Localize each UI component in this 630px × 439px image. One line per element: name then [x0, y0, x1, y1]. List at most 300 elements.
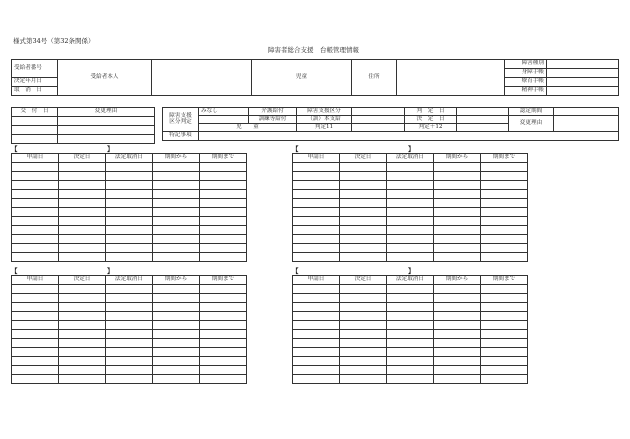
history-cell [12, 339, 59, 348]
history-cell [340, 163, 387, 172]
table-row [293, 235, 528, 244]
history-column-header: 期間から [434, 276, 481, 285]
history-cell [387, 303, 434, 312]
history-cell [12, 375, 59, 384]
history-cell [12, 217, 59, 226]
rehab-handbook-cell [547, 78, 619, 87]
history-column-header: 申請日 [12, 276, 59, 285]
history-cell [153, 235, 200, 244]
history-cell [59, 285, 106, 294]
history-cell [387, 321, 434, 330]
history-cell [59, 235, 106, 244]
issue-table [11, 107, 155, 144]
child-row-label: 児 童 [199, 124, 297, 132]
history-cell [434, 217, 481, 226]
table-row [293, 294, 528, 303]
history-cell [153, 208, 200, 217]
history-cell [293, 190, 340, 199]
history-cell [106, 226, 153, 235]
decision-date-label: 決定年月日 [12, 78, 58, 87]
history-cell [293, 253, 340, 262]
history-column-header: 期間から [153, 276, 200, 285]
table-row [12, 366, 247, 375]
history-cell [59, 217, 106, 226]
history-cell [387, 285, 434, 294]
table-row [293, 366, 528, 375]
history-cell [59, 357, 106, 366]
table-row [293, 217, 528, 226]
history-cell [12, 244, 59, 253]
history-cell [59, 312, 106, 321]
history-cell [106, 294, 153, 303]
history-cell [340, 357, 387, 366]
history-cell [200, 303, 247, 312]
table-row [12, 226, 247, 235]
history-cell [106, 208, 153, 217]
history-cell [434, 285, 481, 294]
issue-date-label: 交 付 日 [12, 108, 58, 117]
history-cell [293, 366, 340, 375]
history-cell [340, 244, 387, 253]
history-cell [12, 235, 59, 244]
history-cell [153, 357, 200, 366]
history-column-header: 法定取消日 [106, 276, 153, 285]
table-row [12, 181, 247, 190]
history-cell [106, 172, 153, 181]
table-row [12, 312, 247, 321]
history-cell [434, 172, 481, 181]
history-cell [387, 294, 434, 303]
training-benefit-label: 訓練等給付 [249, 116, 297, 124]
history-cell [387, 339, 434, 348]
handicap-type-label: 障害種別 [505, 60, 547, 69]
history-column-header: 期間まで [481, 276, 528, 285]
bracket-open: 【 [11, 145, 18, 153]
history-cell [434, 339, 481, 348]
history-cell [59, 199, 106, 208]
child-label: 児童 [252, 60, 352, 96]
history-column-header: 申請日 [12, 154, 59, 163]
table-row [12, 339, 247, 348]
history-cell [12, 199, 59, 208]
history-cell [106, 348, 153, 357]
special-notes-label: 特記事項 [163, 132, 199, 141]
cancel-date-label: 取 消 日 [12, 87, 58, 96]
history-cell [340, 348, 387, 357]
history-cell [293, 208, 340, 217]
history-cell [59, 172, 106, 181]
table-row [293, 226, 528, 235]
history-cell [200, 226, 247, 235]
table-row [293, 199, 528, 208]
history-cell [340, 226, 387, 235]
history-cell [340, 172, 387, 181]
history-cell [200, 244, 247, 253]
history-cell [387, 253, 434, 262]
history-cell [434, 366, 481, 375]
history-cell [59, 163, 106, 172]
history-cell [200, 366, 247, 375]
history-cell [293, 235, 340, 244]
history-cell [340, 190, 387, 199]
history-cell [59, 226, 106, 235]
history-cell [59, 181, 106, 190]
history-cell [153, 321, 200, 330]
history-cell [387, 366, 434, 375]
history-cell [340, 294, 387, 303]
history-column-header: 申請日 [293, 154, 340, 163]
history-cell [106, 253, 153, 262]
history-cell [340, 235, 387, 244]
history-cell [340, 181, 387, 190]
history-column-header: 決定日 [59, 276, 106, 285]
history-cell [106, 285, 153, 294]
history-cell [153, 312, 200, 321]
history-cell [59, 208, 106, 217]
history-cell [293, 244, 340, 253]
history-cell [340, 330, 387, 339]
history-cell [106, 366, 153, 375]
history-cell [387, 330, 434, 339]
history-cell [12, 208, 59, 217]
history-cell [481, 244, 528, 253]
table-row [12, 235, 247, 244]
rehab-handbook-label: 療育手帳 [505, 78, 547, 87]
history-cell [153, 348, 200, 357]
history-column-header: 期間まで [200, 276, 247, 285]
history-cell [340, 217, 387, 226]
history-cell [434, 312, 481, 321]
history-cell [200, 235, 247, 244]
history-cell [340, 208, 387, 217]
history-cell [293, 217, 340, 226]
history-cell [340, 312, 387, 321]
history-cell [12, 366, 59, 375]
history-column-header: 申請日 [293, 276, 340, 285]
history-cell [293, 294, 340, 303]
history-cell [153, 244, 200, 253]
history-cell [12, 172, 59, 181]
history-cell [434, 208, 481, 217]
judge-date-label: 判 定 日 [405, 108, 457, 116]
history-cell [12, 294, 59, 303]
history-cell [293, 285, 340, 294]
history-table [292, 153, 528, 262]
table-row [12, 285, 247, 294]
table-row [12, 190, 247, 199]
history-cell [434, 244, 481, 253]
table-row [12, 348, 247, 357]
history-cell [434, 375, 481, 384]
history-cell [293, 357, 340, 366]
history-cell [387, 172, 434, 181]
history-cell [387, 375, 434, 384]
history-cell [481, 357, 528, 366]
table-row [293, 375, 528, 384]
history-cell [153, 375, 200, 384]
table-row [12, 208, 247, 217]
table-row [293, 208, 528, 217]
history-cell [106, 321, 153, 330]
history-table [11, 153, 247, 262]
history-cell [387, 348, 434, 357]
history-cell [200, 339, 247, 348]
this-payment-label: （訓）本支給 [297, 116, 352, 124]
history-cell [200, 172, 247, 181]
history-cell [387, 357, 434, 366]
page-title: 障害者総合支援 台帳管理情報 [268, 46, 359, 54]
history-cell [59, 348, 106, 357]
history-cell [106, 199, 153, 208]
cert-period-label: 認定期間 [509, 108, 554, 116]
table-row [293, 172, 528, 181]
history-cell [59, 294, 106, 303]
history-cell [293, 330, 340, 339]
recipient-info-table [11, 59, 619, 96]
history-cell [153, 294, 200, 303]
table-row [293, 163, 528, 172]
history-cell [12, 303, 59, 312]
history-cell [106, 330, 153, 339]
table-row [12, 303, 247, 312]
history-cell [106, 303, 153, 312]
history-cell [200, 253, 247, 262]
history-column-header: 決定日 [59, 154, 106, 163]
table-row [293, 190, 528, 199]
bracket-open: 【 [11, 267, 18, 275]
care-benefit-label: 介護給付 [249, 108, 297, 116]
history-cell [340, 366, 387, 375]
history-cell [481, 253, 528, 262]
table-row [12, 321, 247, 330]
history-cell [12, 226, 59, 235]
recipient-number-label: 受給者番号 [12, 60, 58, 78]
history-cell [59, 375, 106, 384]
table-row [293, 312, 528, 321]
address-label: 住所 [352, 60, 397, 96]
history-cell [434, 357, 481, 366]
history-cell [340, 339, 387, 348]
history-cell [434, 321, 481, 330]
table-row [293, 330, 528, 339]
form-number: 様式第34号（第32条関係） [13, 37, 95, 45]
history-cell [481, 217, 528, 226]
history-cell [434, 235, 481, 244]
history-cell [106, 339, 153, 348]
support-category-label: 障害支援 区分判定 [163, 108, 199, 132]
history-cell [59, 190, 106, 199]
history-table [292, 275, 528, 384]
history-cell [434, 181, 481, 190]
table-row [12, 294, 247, 303]
history-cell [387, 199, 434, 208]
table-row [293, 321, 528, 330]
table-row [293, 244, 528, 253]
history-cell [434, 163, 481, 172]
history-cell [481, 330, 528, 339]
history-cell [434, 226, 481, 235]
history-cell [293, 303, 340, 312]
history-column-header: 法定取消日 [387, 154, 434, 163]
history-cell [481, 181, 528, 190]
history-cell [481, 321, 528, 330]
history-cell [12, 253, 59, 262]
table-row [12, 253, 247, 262]
history-cell [340, 321, 387, 330]
bracket-open: 【 [292, 145, 299, 153]
history-cell [387, 244, 434, 253]
history-cell [481, 366, 528, 375]
table-row [12, 375, 247, 384]
history-cell [340, 303, 387, 312]
history-cell [481, 208, 528, 217]
history-cell [153, 163, 200, 172]
history-cell [12, 321, 59, 330]
handicap-type-cell [547, 60, 619, 69]
table-row [293, 357, 528, 366]
history-cell [293, 181, 340, 190]
history-cell [153, 199, 200, 208]
history-cell [481, 190, 528, 199]
history-cell [59, 339, 106, 348]
history-cell [200, 357, 247, 366]
history-cell [200, 199, 247, 208]
history-cell [387, 190, 434, 199]
support-category-table [162, 107, 619, 141]
history-cell [387, 226, 434, 235]
history-cell [340, 199, 387, 208]
history-cell [293, 339, 340, 348]
history-cell [12, 181, 59, 190]
history-cell [481, 285, 528, 294]
bracket-close: 】 [107, 267, 114, 275]
history-cell [387, 217, 434, 226]
history-cell [200, 348, 247, 357]
history-cell [293, 163, 340, 172]
table-row [12, 330, 247, 339]
history-cell [387, 163, 434, 172]
special-notes-cell [199, 132, 619, 141]
history-cell [12, 190, 59, 199]
bracket-close: 】 [107, 145, 114, 153]
table-row [12, 199, 247, 208]
mental-handbook-label: 精神手帳 [505, 87, 547, 96]
history-cell [12, 285, 59, 294]
history-cell [106, 235, 153, 244]
history-cell [434, 294, 481, 303]
history-column-header: 法定取消日 [106, 154, 153, 163]
history-cell [481, 348, 528, 357]
history-cell [200, 312, 247, 321]
history-cell [200, 321, 247, 330]
history-cell [340, 285, 387, 294]
history-cell [12, 312, 59, 321]
physical-handbook-cell [547, 69, 619, 78]
minashi-label: みなし [199, 108, 249, 116]
history-cell [153, 181, 200, 190]
decide-date-label: 決 定 日 [405, 116, 457, 124]
history-cell [200, 285, 247, 294]
history-cell [293, 172, 340, 181]
history-cell [153, 217, 200, 226]
history-cell [293, 312, 340, 321]
history-cell [481, 375, 528, 384]
history-cell [12, 163, 59, 172]
history-cell [481, 312, 528, 321]
table-row [293, 348, 528, 357]
history-cell [200, 330, 247, 339]
history-cell [153, 190, 200, 199]
history-column-header: 期間から [153, 154, 200, 163]
history-cell [434, 303, 481, 312]
table-row [12, 357, 247, 366]
history-cell [481, 235, 528, 244]
history-cell [481, 226, 528, 235]
history-cell [200, 294, 247, 303]
history-column-header: 期間まで [200, 154, 247, 163]
history-cell [387, 235, 434, 244]
history-cell [434, 190, 481, 199]
history-cell [481, 163, 528, 172]
table-row [293, 285, 528, 294]
judge-11-label: 判定11 [297, 124, 352, 132]
history-cell [153, 366, 200, 375]
judge-12-label: 判定＋12 [405, 124, 457, 132]
table-row [12, 172, 247, 181]
history-cell [59, 253, 106, 262]
history-cell [59, 321, 106, 330]
table-row [293, 339, 528, 348]
history-cell [387, 181, 434, 190]
history-cell [200, 190, 247, 199]
table-row [293, 303, 528, 312]
table-row [293, 181, 528, 190]
history-cell [106, 312, 153, 321]
history-cell [434, 330, 481, 339]
history-cell [106, 163, 153, 172]
history-column-header: 法定取消日 [387, 276, 434, 285]
mental-handbook-cell [547, 87, 619, 96]
history-column-header: 決定日 [340, 154, 387, 163]
support-class-label: 障害支援区分 [297, 108, 352, 116]
history-cell [481, 294, 528, 303]
history-cell [387, 312, 434, 321]
bracket-open: 【 [292, 267, 299, 275]
history-cell [153, 339, 200, 348]
history-cell [200, 181, 247, 190]
history-cell [153, 285, 200, 294]
history-cell [153, 172, 200, 181]
history-cell [200, 208, 247, 217]
history-cell [293, 199, 340, 208]
history-cell [340, 253, 387, 262]
history-cell [293, 226, 340, 235]
history-cell [12, 330, 59, 339]
history-cell [481, 339, 528, 348]
history-cell [200, 375, 247, 384]
history-cell [293, 348, 340, 357]
support-change-reason-label: 変更理由 [509, 116, 554, 132]
table-row [12, 217, 247, 226]
history-cell [434, 348, 481, 357]
history-cell [59, 366, 106, 375]
history-cell [481, 303, 528, 312]
change-reason-label: 変更理由 [58, 108, 155, 117]
history-cell [434, 253, 481, 262]
history-cell [59, 244, 106, 253]
bracket-close: 】 [408, 145, 415, 153]
history-cell [340, 375, 387, 384]
